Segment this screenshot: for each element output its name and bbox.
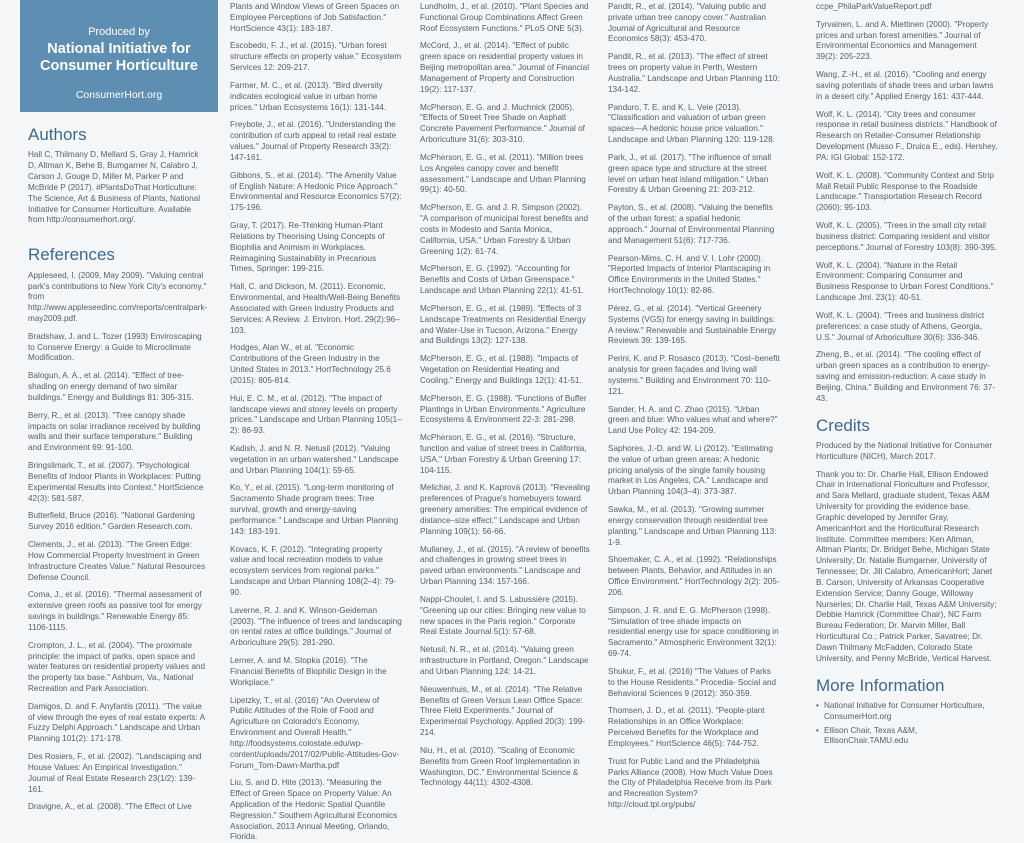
reference-entry: McPherson, E. G. (1992). "Accounting for Benefits and Costs of Urban Greenspace." Landscape and Urban Planning 22(1): 41-51. [420, 264, 584, 296]
reference-entry: Liu, S. and D. Hite (2013). "Measuring the Effect of Green Space on Property Value: An Application of the Hedonic Spatial Quantile Regression." Southern Agricultural Economics Association, 2013 Annual Meeting, Orlando, Florida. [230, 778, 398, 842]
reference-entry: Dravigne, A., et al. (2008). "The Effect of Live [28, 802, 192, 812]
reference-entry: Clements, J., et al. (2013). "The Green Edge: How Commercial Property Investment in Green Infrastructure Creates Value." Natural Resources Defense Council. [28, 540, 206, 582]
reference-entry: Farmer, M. C., et al. (2013). "Bird diversity indicates ecological value in urban home prices." Urban Ecosystems 16(1): 131-144. [230, 80, 387, 112]
more-info-list [816, 701, 998, 747]
references-list-col3 [420, 2, 590, 789]
reference-entry: Ko, Y., et al. (2015). "Long-term monitoring of Sacramento Shade program trees: Tree survival, growth and energy-saving performance." Landscape and Urban Planning 143: 183-191. [230, 483, 399, 536]
reference-entry: Trust for Public Land and the Philadelphia Parks Alliance (2008). How Much Value Does the City of Philadelphia Receive from its Park and Recreation System? http://cloud.tpl.org/pubs/ [608, 756, 773, 809]
column-4 [608, 2, 780, 809]
reference-entry: Wolf, K. L. (2014). "City trees and consumer response in retail business districts." Handbook of Research on Retailer-Consumer Relationship Development (Musso F., Druica E., eds). Hershey, PA: IGI Global: 152-172. [816, 109, 998, 162]
reference-entry: Pérez, G., et al. (2014). "Vertical Greenery Systems (VGS) for energy saving in buildings: A review." Renewable and Sustainable Energy Reviews 39: 139-165. [608, 303, 777, 346]
reference-entry: Kadish, J. and N. R. Netusil (2012). "Valuing vegetation in an urban watershed." Landscape and Urban Planning 104(1): 59-65. [230, 443, 399, 475]
reference-entry: Simpson, J. R. and E. G. McPherson (1998). "Simulation of tree shade impacts on residential energy use for space conditioning in Sacramento." Atmospheric Environment 32(1): 69-74. [608, 605, 779, 659]
reference-entry: Melichar, J. and K. Kaprová (2013). "Revealing preferences of Prague's homebuyers toward greenery amenities: The empirical evidence of distance–size effect." Landscape and Urban Planning 109(1): 56-66. [420, 483, 590, 536]
reference-entry: Payton, S., et al. (2008). "Valuing the benefits of the urban forest: a spatial hedonic approach." Journal of Environmental Planning and Management 51(6): 717-736. [608, 203, 775, 245]
reference-entry: Escobedo, F. J., et al. (2015). "Urban forest structure effects on property value." Ecosystem Services 12: 209-217. [230, 41, 402, 73]
references-list-col1 [28, 271, 208, 814]
reference-entry: McPherson, E. G. and J. R. Simpson (2002). "A comparison of municipal forest benefits and costs in Modesto and Santa Monica, California, USA." Urban Forestry & Urban Greening 1(2): 61-74. [420, 203, 589, 256]
reference-entry: Sander, H. A. and C. Zhao (2015). "Urban green and blue: Who values what and where?" Land Use Policy 42: 194-209. [608, 404, 778, 436]
reference-entry: Park, J., et al. (2017). "The influence of small green space type and structure at the street level on urban heat island mitigation." Urban Forestry & Urban Greening 21: 203-212. [608, 152, 772, 195]
reference-entry: Perini, K. and P. Rosasco (2013). "Cost–benefit analysis for green façades and living wall systems." Building and Environment 70: 110-121. [608, 354, 780, 396]
reference-entry: Gibbons, S., et al. (2014). "The Amenity Value of English Nature: A Hedonic Price Approach." Environmental and Resource Economics 57(2): 175-196. [230, 170, 402, 213]
reference-entry: Wolf, K. L. (2004). "Nature in the Retail Environment: Comparing Consumer and Business Response to Urban Forest Conditions." Landscape Jml. 23(1): 40-51. [816, 260, 994, 303]
reference-entry: Kovacs, K. F. (2012). "Integrating property value and local recreation models to value ecosystem services from regional parks." Landscape and Urban Planning 108(2–4): 79-90. [230, 544, 397, 597]
reference-entry: Wolf, K. L. (2005). "Trees in the small city retail business district: Comparing resident and visitor perceptions." Journal of Forestry 103(8): 390-395. [816, 221, 997, 252]
reference-entry: McPherson, E. G., et al. (1988). "Impacts of Vegetation on Residential Heating and Cooling." Energy and Buildings 12(1): 41-51. [420, 354, 582, 385]
reference-entry: Tyrvainen, L. and A. Miettinen (2000). "Property prices and urban forest amenities." Journal of Environmental Economics and Management 39(2): 205-223. [816, 19, 989, 62]
reference-entry: McPherson, E. G. (1988). "Functions of Buffer Plantings in Urban Environments." Agriculture Ecosystems & Environment 22-3: 281-298. [420, 393, 587, 425]
reference-entry: Berry, R., et al. (2013). "Tree canopy shade impacts on solar irradiance received by building walls and their surface temperature." Building and Environment 69: 91-100. [28, 410, 201, 453]
column-1 [28, 124, 208, 812]
credits-heading: Credits [816, 415, 870, 435]
reference-entry: Niu, H., et al. (2010). "Scaling of Economic Benefits from Green Roof Implementation in Washington, DC." Environmental Science & Technology 44(11): 4302-4308. [420, 745, 580, 788]
column-5 [816, 2, 998, 793]
reference-entry: Pandit, R., et al. (2013). "The effect of street trees on property value in Perth, Western Australia." Landscape and Urban Planning 110: 134-142. [608, 52, 780, 94]
reference-entry: Plants and Window Views of Green Spaces on Employee Perceptions of Job Satisfaction." HortScience 43(1): 183-187. [230, 2, 400, 33]
reference-entry: Shukur, F., et al. (2016) "The Values of Parks to the House Residents." Procedia- Social and Behavioral Sciences 9 (2012): 350-359. [608, 666, 777, 698]
more-info-item[interactable]: • Ellison Chair, Texas A&M, EllisonChair.TAMU.edu [824, 726, 998, 748]
reference-entry: Saphores, J.-D. and W. Li (2012). "Estimating the value of urban green areas: A hedonic pricing analysis of the single family housing market in Los Angeles, CA." Landscape and Urban Planning 104(3–4): 373-387. [608, 443, 773, 497]
reference-entry: Laverne, R. J. and K. Winson-Geideman (2003). "The influence of trees and landscaping on rental rates at office buildings." Journal of Arboriculture 29(5): 281-290. [230, 605, 402, 648]
column-3 [420, 2, 590, 793]
reference-entry: ccpe_PhilaParkValueReport.pdf [816, 2, 932, 11]
reference-entry: Freybote, J., et al. (2016). "Understanding the contribution of curb appeal to retail real estate values." Journal of Property Research 33(2): 147-161. [230, 120, 397, 162]
authors-text: Hall C, Thilmany D, Mellard S, Gray J, Hamrick D, Altman K, Behe B, Bumgarner N, Calabro J, Carson J, Gouge D, Miller M, Parker P and McBride P (2017). #PlantsDoThat Horticulture: The Science, Art & Business of Plants, National Initiative for Consumer Horticulture. Available from http://consumerhort.org/. [28, 150, 201, 225]
reference-entry: Hall, C. and Dickson, M. (2011). Economic, Environmental, and Health/Well-Being Benefits Associated with Green Industry Products and Services: A Review. J. Environ. Hort. 29(2):96–103. [230, 282, 401, 335]
references-list-col2 [230, 2, 402, 843]
reference-entry: Damigos, D. and F. Anyfantis (2011). "The value of view through the eyes of real estate experts: A Fuzzy Delphi Approach." Landscape and Urban Planning 101(2): 171-178. [28, 701, 205, 744]
reference-entry: Coma, J., et al. (2016). "Thermal assessment of extensive green roofs as passive tool for energy savings in buildings." Renewable Energy 85: 1106-1115. [28, 590, 202, 632]
reference-entry: McCord, J., et al. (2014). "Effect of public green space on residential property values in Beijing metropolitan area." Journal of Financial Management of Property and Construction 19(2): 117-137. [420, 41, 590, 94]
authors-heading: Authors [28, 125, 87, 144]
reference-entry: Lipetzky, T., et al. (2016) "An Overview of Public Attitudes of the Role of Food and Agriculture on Colorado's Economy, Environment and Overall Health." http://foodsystems.colostate.edu/wp-content/uploads/2017/02/Public-Attitudes-Gov-Forum_Tom-Dawn-Martha.pdf [230, 695, 400, 770]
reference-entry: Zheng, B., et al. (2014). "The cooling effect of urban green spaces as a contribution to energy-saving and emission-reduction: A case study in Beijing, China." Building and Environment 76: 37-43. [816, 350, 996, 403]
reference-entry: Butterfield, Bruce (2016). "National Gardening Survey 2016 edition." Garden Research.com. [28, 511, 195, 532]
reference-entry: Shoemaker, C. A., et al. (1992). "Relationships between Plants, Behavior, and Attitudes in an Office Environment." HortTechnology 2(2): 205-206. [608, 555, 780, 597]
reference-entry: Gray, T. (2017). Re-Thinking Human-Plant Relations by Theorising Using Concepts of Biophilia and Animism in Workplaces. Reimagining Sustainability in Precarious Times, Springer: 199-215. [230, 221, 385, 274]
reference-entry: McPherson, E. G., et al. (2011). "Million trees Los Angeles canopy cover and benefit assessment." Landscape and Urban Planning 99(1): 40-50. [420, 152, 586, 195]
references-list-col4 [608, 2, 780, 811]
reference-entry: Wolf, K. L. (2008). "Community Context and Strip Mall Retail Public Response to the Roadside Landscape." Transportation Research Record (2060): 95-103. [816, 170, 994, 213]
reference-entry: Nieuwenhuis, M., et al. (2014). "The Relative Benefits of Green Versus Lean Office Space: Three Field Experiments." Journal of Experimental Psychology. Applied 20(3): 199-214. [420, 684, 586, 738]
reference-entry: Hui, E. C. M., et al. (2012). "The impact of landscape views and storey levels on property prices." Landscape and Urban Planning 105(1–2): 86-93. [230, 393, 402, 436]
references-heading: References [28, 245, 115, 265]
reference-entry: Bradshaw, J. and L. Tozer (1993) Enviroscaping to Conserve Energy: a Guide to Microclimate Modification. [28, 331, 202, 363]
reference-entry: Des Rosiers, F., et al. (2002). "Landscaping and House Values: An Empirical Investigation." Journal of Real Estate Research 23(1/2): 139-161. [28, 752, 202, 794]
reference-entry: McPherson, E. G., et al. (1989). "Effects of 3 Landscape Treatments on Residential Energy and Water-Use in Tucson, Arizona." Energy and Buildings 13(2): 127-138. [420, 303, 586, 346]
credits-intro: Produced by the National Initiative for Consumer Horticulture (NICH), March 2017. [816, 440, 993, 461]
reference-entry: Wolf, K. L. (2004). "Trees and business district preferences: a case study of Athens, Georgia, U.S." Journal of Arboriculture 30(6): 336-346. [816, 310, 985, 342]
org-name-line1: National Initiative for [47, 41, 191, 57]
reference-entry: Lundholm, J., et al. (2010). "Plant Species and Functional Group Combinations Affect Green Roof Ecosystem Functions." PLoS ONE 5(3). [420, 2, 589, 33]
reference-entry: Mullaney, J., et al. (2015). "A review of benefits and challenges in growing street trees in paved urban environments." Landscape and Urban Planning 134: 157-166. [420, 544, 590, 587]
more-info-heading: More Information [816, 675, 945, 695]
reference-entry: Hodges, Alan W., et al. "Economic Contributions of the Green Industry in the United States in 2013." HortTechnology 25.6 (2015): 805-814. [230, 343, 391, 385]
reference-entry: Pandit, R., et al. (2014). "Valuing public and private urban tree canopy cover." Australian Journal of Agricultural and Resource Economics 58(3): 453-470. [608, 2, 767, 44]
reference-entry: Lerner, A. and M. Stopka (2016). "The Financial Benefits of Biophilic Design in the Workplace." [230, 656, 387, 687]
org-name-line2: Consumer Horticulture [40, 58, 198, 75]
reference-entry: Appleseed, I. (2009, May 2009). "Valuing central park's contributions to New York City's economy." from http://www.appleseedinc.com/reports/centralpark-may2009.pdf. [28, 270, 208, 323]
org-name [20, 41, 218, 75]
reference-entry: McPherson, E. G., et al. (2016). "Structure, function and value of street trees in California, USA." Urban Forestry & Urban Greening 17: 104-115. [420, 433, 587, 475]
references-list-col5 [816, 2, 998, 405]
reference-entry: Thomsen, J. D., et al. (2011). "People-plant Relationships in an Office Workplace: Perceived Benefits for the Workplace and Employees." HortScience 46(5): 744-752. [608, 706, 765, 748]
reference-entry: Nappi-Choulet, I. and S. Labussière (2015). "Greening up our cities: Bringing new value to new spaces in the Paris region." Corporate Real Estate Journal 5(1): 57-68. [420, 594, 586, 637]
nich-banner [20, 0, 218, 112]
reference-entry: Crompton, J. L., et al. (2004). "The proximate principle: the impact of parks, open space and water features on residential property values and the property tax base." Ashburn, Va., National Recreation and Park Association. [28, 640, 206, 693]
reference-entry: Bringslimark, T., et al. (2007). "Psychological Benefits of Indoor Plants in Workplaces: Putting Experimental Results into Context." HortScience 42(3): 581-587. [28, 461, 204, 503]
produced-by-label: Produced by [88, 26, 150, 38]
reference-entry: McPherson, E. G. and J. Muchnick (2005). "Effects of Street Tree Shade on Asphalt Concrete Pavement Performance." Journal of Arboriculture 31(6): 303-310. [420, 102, 585, 145]
more-info-item[interactable]: • National Initiative for Consumer Horticulture, ConsumerHort.org [824, 701, 998, 723]
banner-site-link[interactable]: ConsumerHort.org [75, 89, 163, 102]
reference-entry: Panduro, T. E. and K. L. Veie (2013). "Classification and valuation of urban green spaces—A hedonic house price valuation." Landscape and Urban Planning 120: 119-128. [608, 102, 775, 145]
reference-entry: Wang, Z.-H., et al. (2016). "Cooling and energy saving potentials of shade trees and urban lawns in a desert city." Applied Energy 161: 437-444. [816, 70, 994, 101]
reference-entry: Balogun, A. A., et al. (2014). "Effect of tree-shading on energy demand of two similar buildings." Energy and Buildings 81: 305-315. [28, 371, 194, 402]
credits-thanks: Thank you to: Dr. Charlie Hall, Ellison Endowed Chair in International Floriculture and Professor, and Sara Mellard, graduate student, Texas A&M University for providing the evidence base. Graphic developed by Jennifer Gray, AmericanHort and the Horticultural Research Institute. Committee members: Ken Altman, Altman Plants; Dr. Bridget Behe, Michigan State University; Dr. Natalie Bumgarner, University of Tennessee; Dr. Jill Calabro, AmericanHort; Janet B. Carson, University of Arkansas Cooperative Extension Service; Danny Gouge, Willoway Nurseries; Dr. Charlie Hall, Texas A&M University; Debbie Hamrick (Committee Chair), NC Farm Bureau Federation; Dr. Marvin Miller, Ball Horticultural Co.; Patrick Parker, Savatree; Dr. Dawn Thilmany McFadden, Colorado State University, and Penny McBride, Vertical Harvest. [816, 469, 997, 663]
reference-entry: Pearson-Mims, C. H. and V. I. Lohr (2000). "Reported Impacts of Interior Plantscaping in Office Environments in the United States." HortTechnology 10(1): 82-86. [608, 253, 771, 296]
reference-entry: Sawka, M., et al. (2013). "Growing summer energy conservation through residential tree planting." Landscape and Urban Planning 113: 1-9. [608, 505, 777, 547]
reference-entry: Netusil, N. R., et al. (2014). "Valuing green infrastructure in Portland, Oregon." Landscape and Urban Planning 124: 14-21. [420, 645, 589, 676]
column-2 [230, 2, 402, 842]
